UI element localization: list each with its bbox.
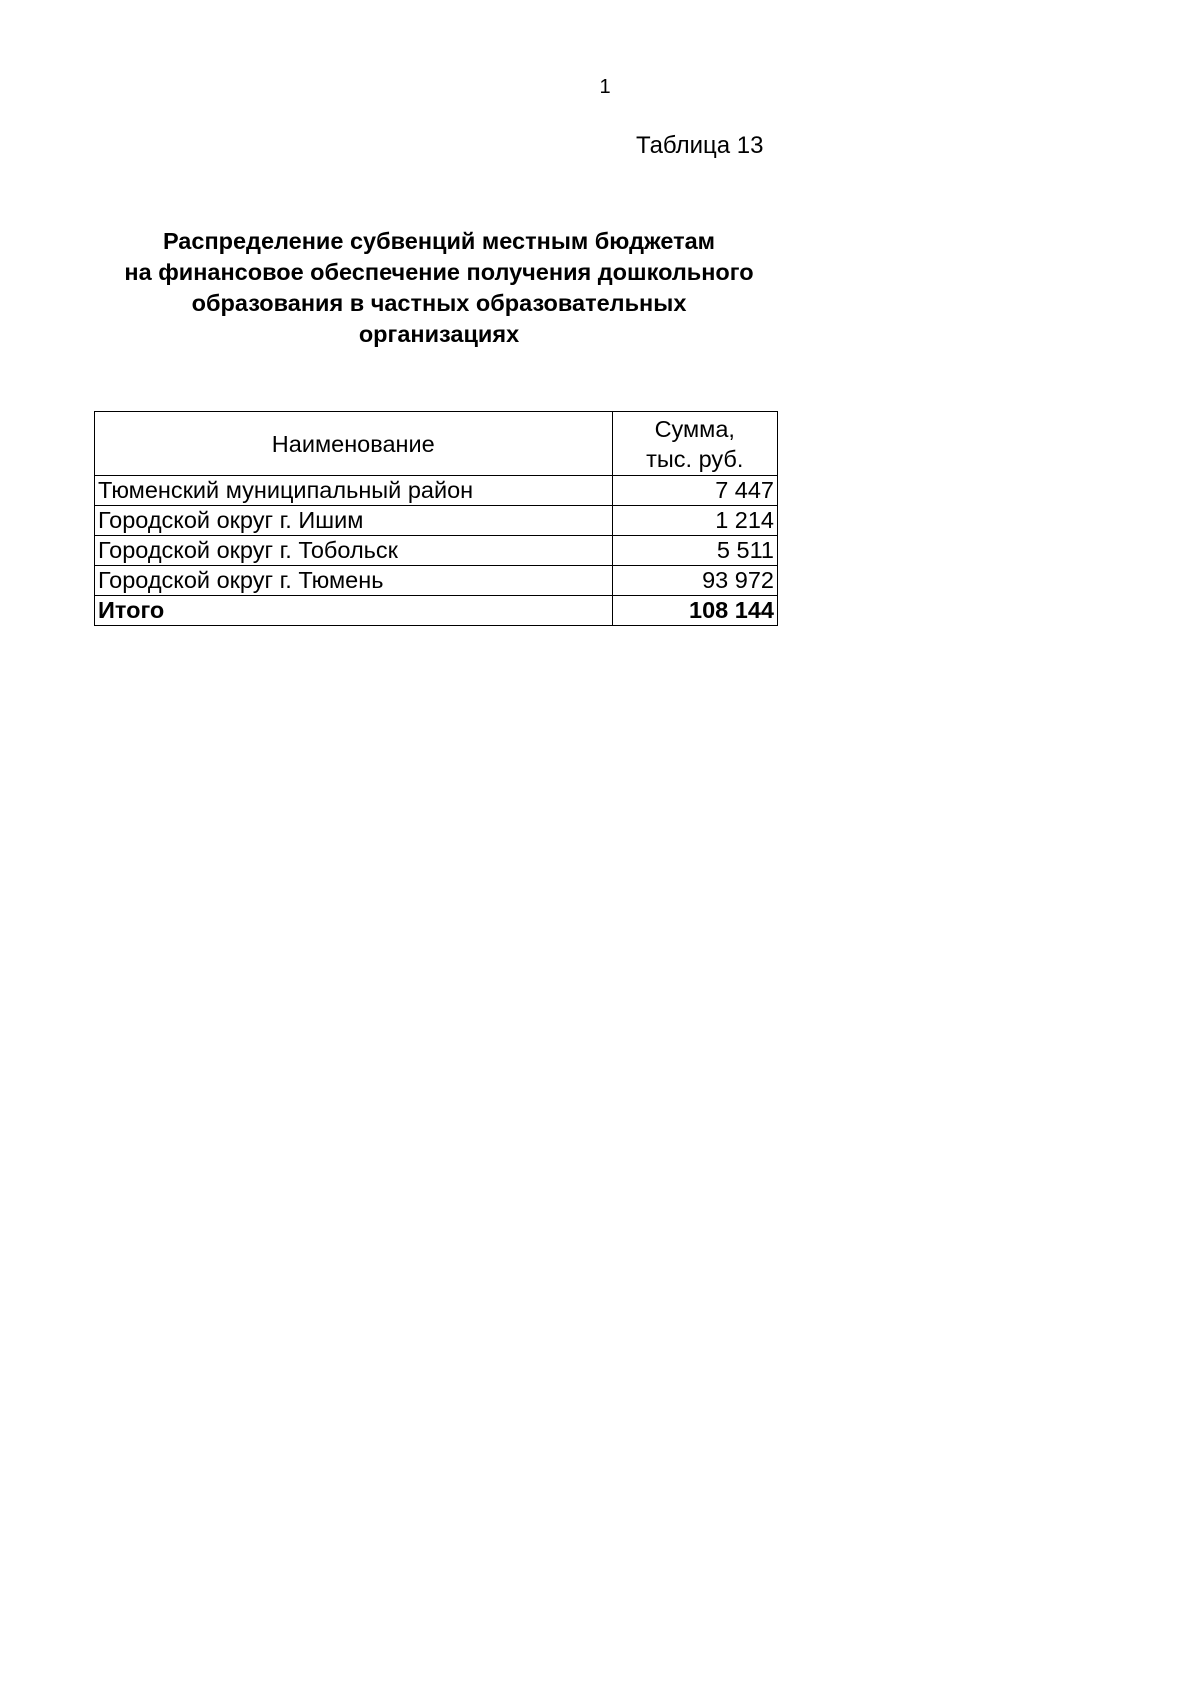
row-name: Городской округ г. Тюмень [95, 566, 613, 596]
title-line: организациях [358, 321, 520, 347]
title-line: образования в частных образовательных [191, 290, 687, 316]
table-row [95, 536, 778, 566]
total-name: Итого [95, 596, 613, 626]
row-name: Городской округ г. Тобольск [95, 536, 613, 566]
header-sum-line2: тыс. руб. [646, 445, 744, 472]
row-value: 1 214 [612, 506, 778, 536]
title-line: Распределение субвенций местным бюджетам [162, 228, 716, 254]
table-header-row [95, 412, 778, 476]
row-name: Тюменский муниципальный район [95, 476, 613, 506]
document-title [94, 226, 784, 350]
table-row [95, 476, 778, 506]
row-value: 5 511 [612, 536, 778, 566]
table-row [95, 566, 778, 596]
header-name: Наименование [95, 412, 613, 476]
row-value: 7 447 [612, 476, 778, 506]
header-sum-line1: Сумма, [654, 415, 735, 442]
table-label: Таблица 13 [636, 132, 764, 159]
subventions-table [94, 411, 778, 626]
page-number: 1 [599, 76, 611, 98]
title-line: на финансовое обеспечение получения дошкольного [124, 259, 754, 285]
header-sum [612, 412, 778, 476]
total-value: 108 144 [612, 596, 778, 626]
row-value: 93 972 [612, 566, 778, 596]
row-name: Городской округ г. Ишим [95, 506, 613, 536]
total-row [95, 596, 778, 626]
table-row [95, 506, 778, 536]
